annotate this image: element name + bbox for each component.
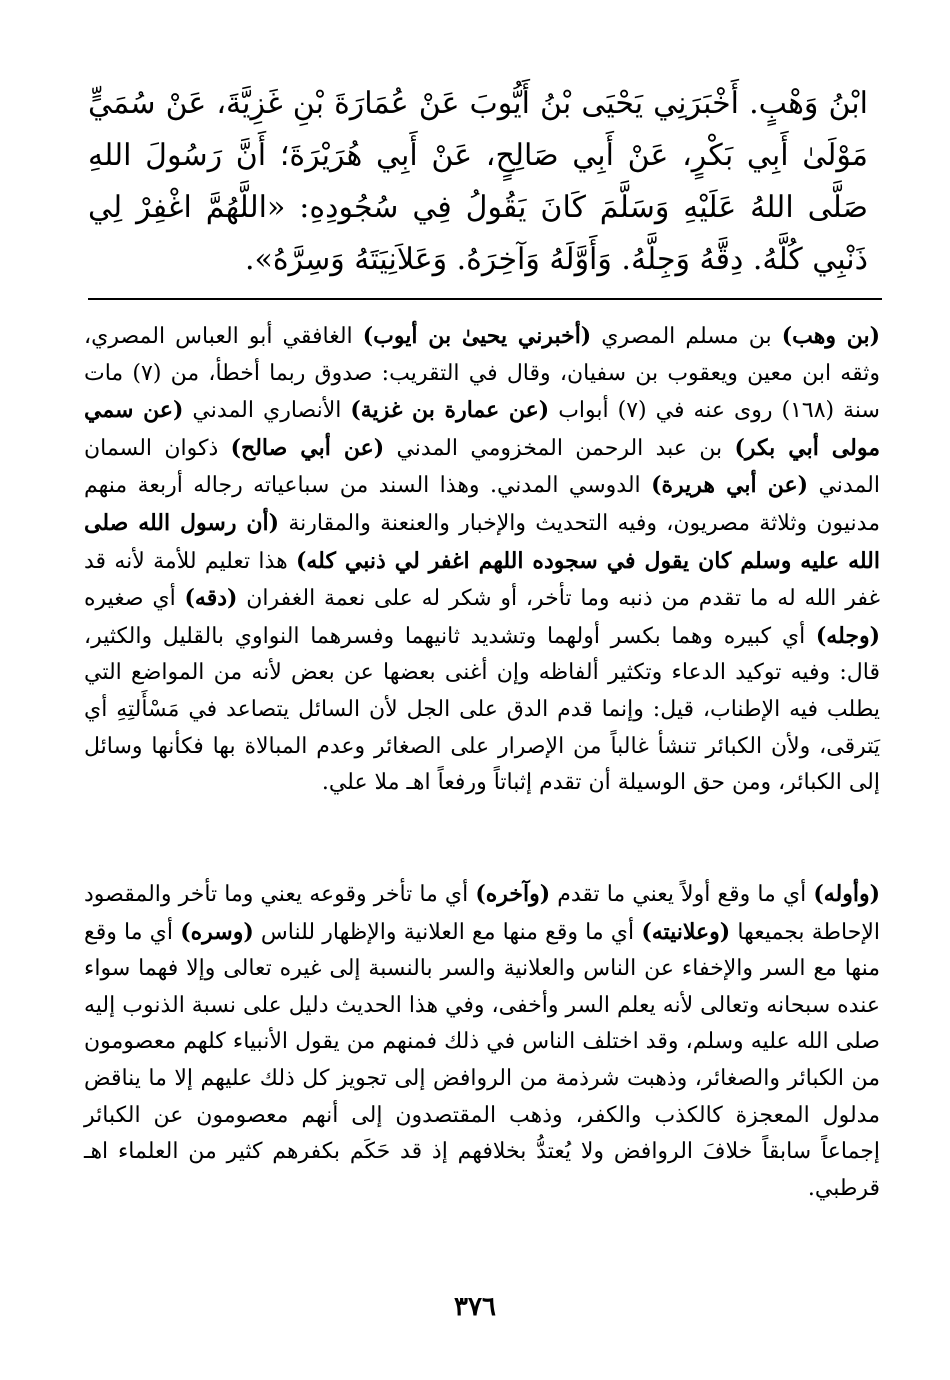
page-number: ٣٧٦	[454, 1292, 496, 1322]
word-gloss: (وعلانيته)	[641, 918, 731, 945]
word-gloss: (دقه)	[184, 585, 238, 612]
commentary-text: الغافقي أبو العباس المصري، وثقه ابن معين ويعقوب بن سفيان، وقال في التقريب: صدوق ربما أخطأ، من (٧) مات سنة (١٦٨) روى عنه في (٧) أبواب	[84, 324, 880, 424]
hadith-text: ابْنُ وَهْبٍ. أَخْبَرَنِي يَحْيَى بْنُ أَيُّوبَ عَنْ عُمَارَةَ بْنِ غَزِيَّةَ، عَنْ سُمَيٍّ مَوْلَىٰ أَبِي بَكْرٍ، عَنْ أَبِي صَالِحٍ، عَنْ أَبِي هُرَيْرَةَ؛ أَنَّ رَسُولَ اللهِ صَلَّى اللهُ عَلَيْهِ وَسَلَّمَ كَانَ يَقُولُ فِي سُجُودِهِ: «اللَّهُمَّ اغْفِرْ لِي ذَنْبِي كُلَّهُ. دِقَّهُ وَجِلَّهُ. وَأَوَّلَهُ وَآخِرَهُ. وَعَلاَنِيَتَهُ وَسِرَّهُ».	[88, 86, 868, 277]
word-gloss: (وجله)	[815, 622, 880, 649]
commentary-block-2	[84, 876, 880, 1207]
word-gloss: (وسره)	[180, 918, 254, 945]
commentary-text: بن عبد الرحمن المخزومي المدني	[384, 435, 735, 461]
commentary-text: هذا تعليم للأمة لأنه قد غفر الله له ما تقدم من ذنبه وما تأخر، أو شكر له على نعمة الغفران	[84, 548, 880, 612]
commentary-paragraph	[84, 318, 880, 802]
hadith-quote: (أن رسول الله صلى الله عليه وسلم كان يقول في سجوده اللهم اغفر لي ذنبي كله)	[84, 509, 880, 574]
narrator-name: (عن أبي هريرة)	[651, 472, 809, 499]
commentary-text: الدوسي المدني. وهذا السند من سباعياته رجاله أربعة منهم مدنيون وثلاثة مصريون، وفيه التحديث والإخبار والعنعنة والمقارنة	[84, 473, 880, 536]
word-gloss: (وآخره)	[475, 881, 551, 907]
commentary-text: أي ما وقع أولاً يعني ما تقدم	[550, 882, 814, 907]
commentary-text: أي ما تأخر وقوعه يعني وما تأخر والمقصود الإحاطة بجميعها	[84, 882, 880, 945]
commentary-text: ذكوان السمان المدني	[84, 435, 880, 499]
commentary-text: الأنصاري المدني	[183, 398, 351, 424]
commentary-block-1	[84, 318, 880, 802]
commentary-text: أي كبيره وهما بكسر أولهما وتشديد ثانيهما وفسرهما النواوي بالقليل والكثير، قال: وفيه توكيد الدعاء وتكثير ألفاظه وإن أغنى بعضها عن بعض لأنه من المواضع التي يطلب فيه الإطناب، قيل: وإنما قدم الدق على الجل لأن السائل يتصاعد في مَسْأَلتِهِ أي يَترقى، ولأن الكبائر تنشأ غالباً من الإصرار على الصغائر وعدم المبالاة بها فكأنها وسائل إلى الكبائر، ومن حق الوسيلة أن تقدم إثباتاً ورفعاً اهـ ملا علي.	[84, 623, 880, 796]
commentary-text: بن مسلم المصري	[591, 324, 782, 349]
word-gloss: (وأوله)	[813, 881, 880, 907]
narrator-name: (بن وهب)	[781, 323, 880, 349]
narrator-name: (عن سمي مولى أبي بكر)	[84, 397, 880, 461]
commentary-text: أي ما وقع منها مع العلانية والإظهار للناس	[253, 919, 642, 945]
commentary-paragraph	[84, 876, 880, 1207]
narrator-name: (عن أبي صالح)	[230, 434, 385, 461]
narrator-name: (عن عمارة بن غزية)	[350, 397, 550, 424]
narrator-name: (أخبرني يحيىٰ بن أيوب)	[362, 323, 592, 349]
commentary-text: أي ما وقع منها مع السر والإخفاء عن الناس والعلانية والسر بالنسبة إلى غيره تعالى وإلا فهما سواء عنده سبحانه وتعالى لأنه يعلم السر وأخفى، وفي هذا الحديث دليل على نسبة الذنوب إليه صلى الله عليه وسلم، وقد اختلف الناس في ذلك فمنهم من يقول الأنبياء كلهم معصومون من الكبائر والصغائر، وذهبت شرذمة من الروافض إلى تجويز كل ذلك عليهم إلا ما يناقض مدلول المعجزة كالكذب والكفر، وذهب المقتصدون إلى أنهم معصومون عن الكبائر إجماعاً سابقاً خلافَ الروافض ولا يُعتدُّ بخلافهم إذ قد حَكَم بكفرهم كثير من العلماء اهـ قرطبي.	[84, 919, 880, 1201]
commentary-text: أي صغيره	[84, 586, 185, 612]
divider-line	[88, 298, 882, 300]
